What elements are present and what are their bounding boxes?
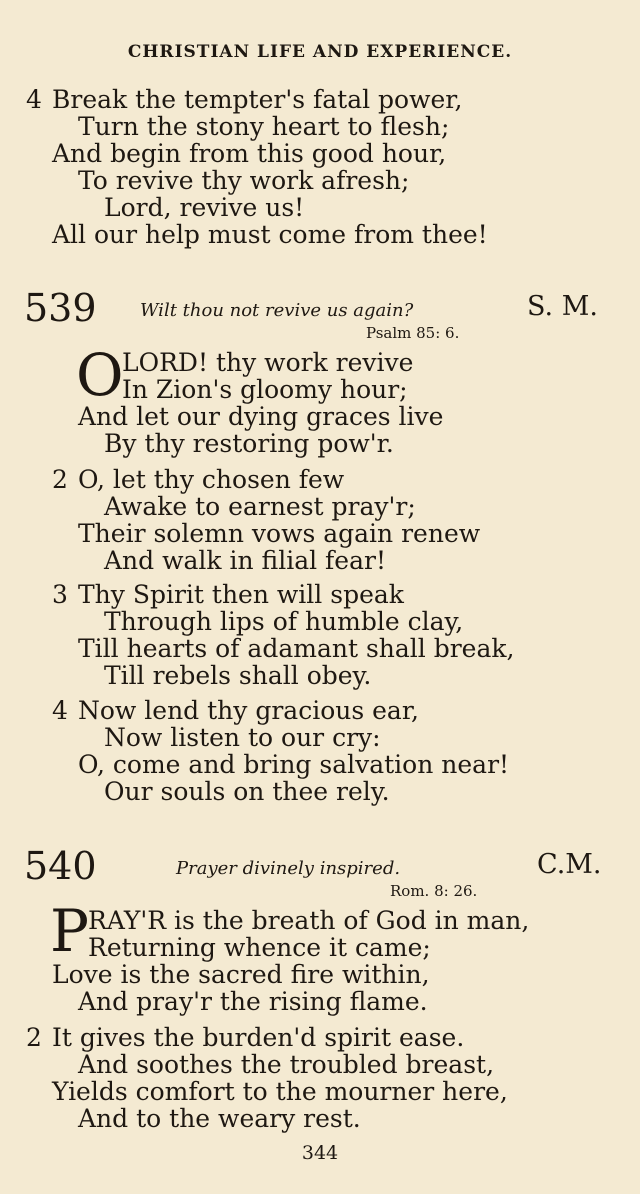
verse-line: And to the weary rest. [78,1104,361,1133]
verse-line: And let our dying graces live [78,402,444,431]
verse-number: 3 [52,580,68,609]
verse-line: Our souls on thee rely. [104,777,390,806]
page-number: 344 [301,1142,339,1164]
verse-line: Now lend thy gracious ear, [78,696,419,725]
hymn-meter: S. M. [527,291,598,322]
verse-line: O, come and bring salvation near! [78,750,510,779]
verse-line: It gives the burden'd spirit ease. [52,1023,465,1052]
hymn-number: 539 [24,286,97,330]
verse-line: And walk in filial fear! [104,546,387,575]
hymn-caption: Wilt thou not revive us again? [140,300,414,321]
scripture-reference: Psalm 85: 6. [366,324,460,342]
verse-line: Their solemn vows again renew [78,519,481,548]
verse-line: Through lips of humble clay, [104,607,464,636]
scripture-reference: Rom. 8: 26. [390,882,478,900]
verse-line: Now listen to our cry: [104,723,381,752]
verse-line: To revive thy work afresh; [78,166,410,195]
drop-cap: O [76,341,124,409]
verse-line: O, let thy chosen few [78,465,345,494]
verse-line: RAY'R is the breath of God in man, [88,906,530,935]
verse-line: By thy restoring pow'r. [104,429,394,458]
verse-line: And begin from this good hour, [52,139,447,168]
running-header: CHRISTIAN LIFE AND EXPERIENCE. [127,42,513,62]
verse-line: LORD! thy work revive [122,348,414,377]
verse-line: Yields comfort to the mourner here, [52,1077,508,1106]
drop-cap: P [50,897,90,965]
verse-line: Thy Spirit then will speak [78,580,404,609]
verse-number: 2 [26,1023,42,1052]
verse-number: 4 [26,85,42,114]
verse-line: Till hearts of adamant shall break, [78,634,515,663]
verse-line: And pray'r the rising flame. [78,987,428,1016]
verse-number: 2 [52,465,68,494]
hymn-caption: Prayer divinely inspired. [176,858,401,879]
verse-number: 4 [52,696,68,725]
verse-line: Love is the sacred fire within, [52,960,430,989]
verse-line: Turn the stony heart to flesh; [78,112,450,141]
verse-line: In Zion's gloomy hour; [122,375,408,404]
verse-line: Till rebels shall obey. [104,661,372,690]
verse-line: All our help must come from thee! [52,220,488,249]
verse-line: Lord, revive us! [104,193,305,222]
verse-line: Returning whence it came; [88,933,431,962]
verse-line: Awake to earnest pray'r; [104,492,416,521]
verse-line: And soothes the troubled breast, [78,1050,495,1079]
hymn-number: 540 [24,844,97,888]
verse-line: Break the tempter's fatal power, [52,85,463,114]
hymn-meter: C.M. [537,849,602,880]
